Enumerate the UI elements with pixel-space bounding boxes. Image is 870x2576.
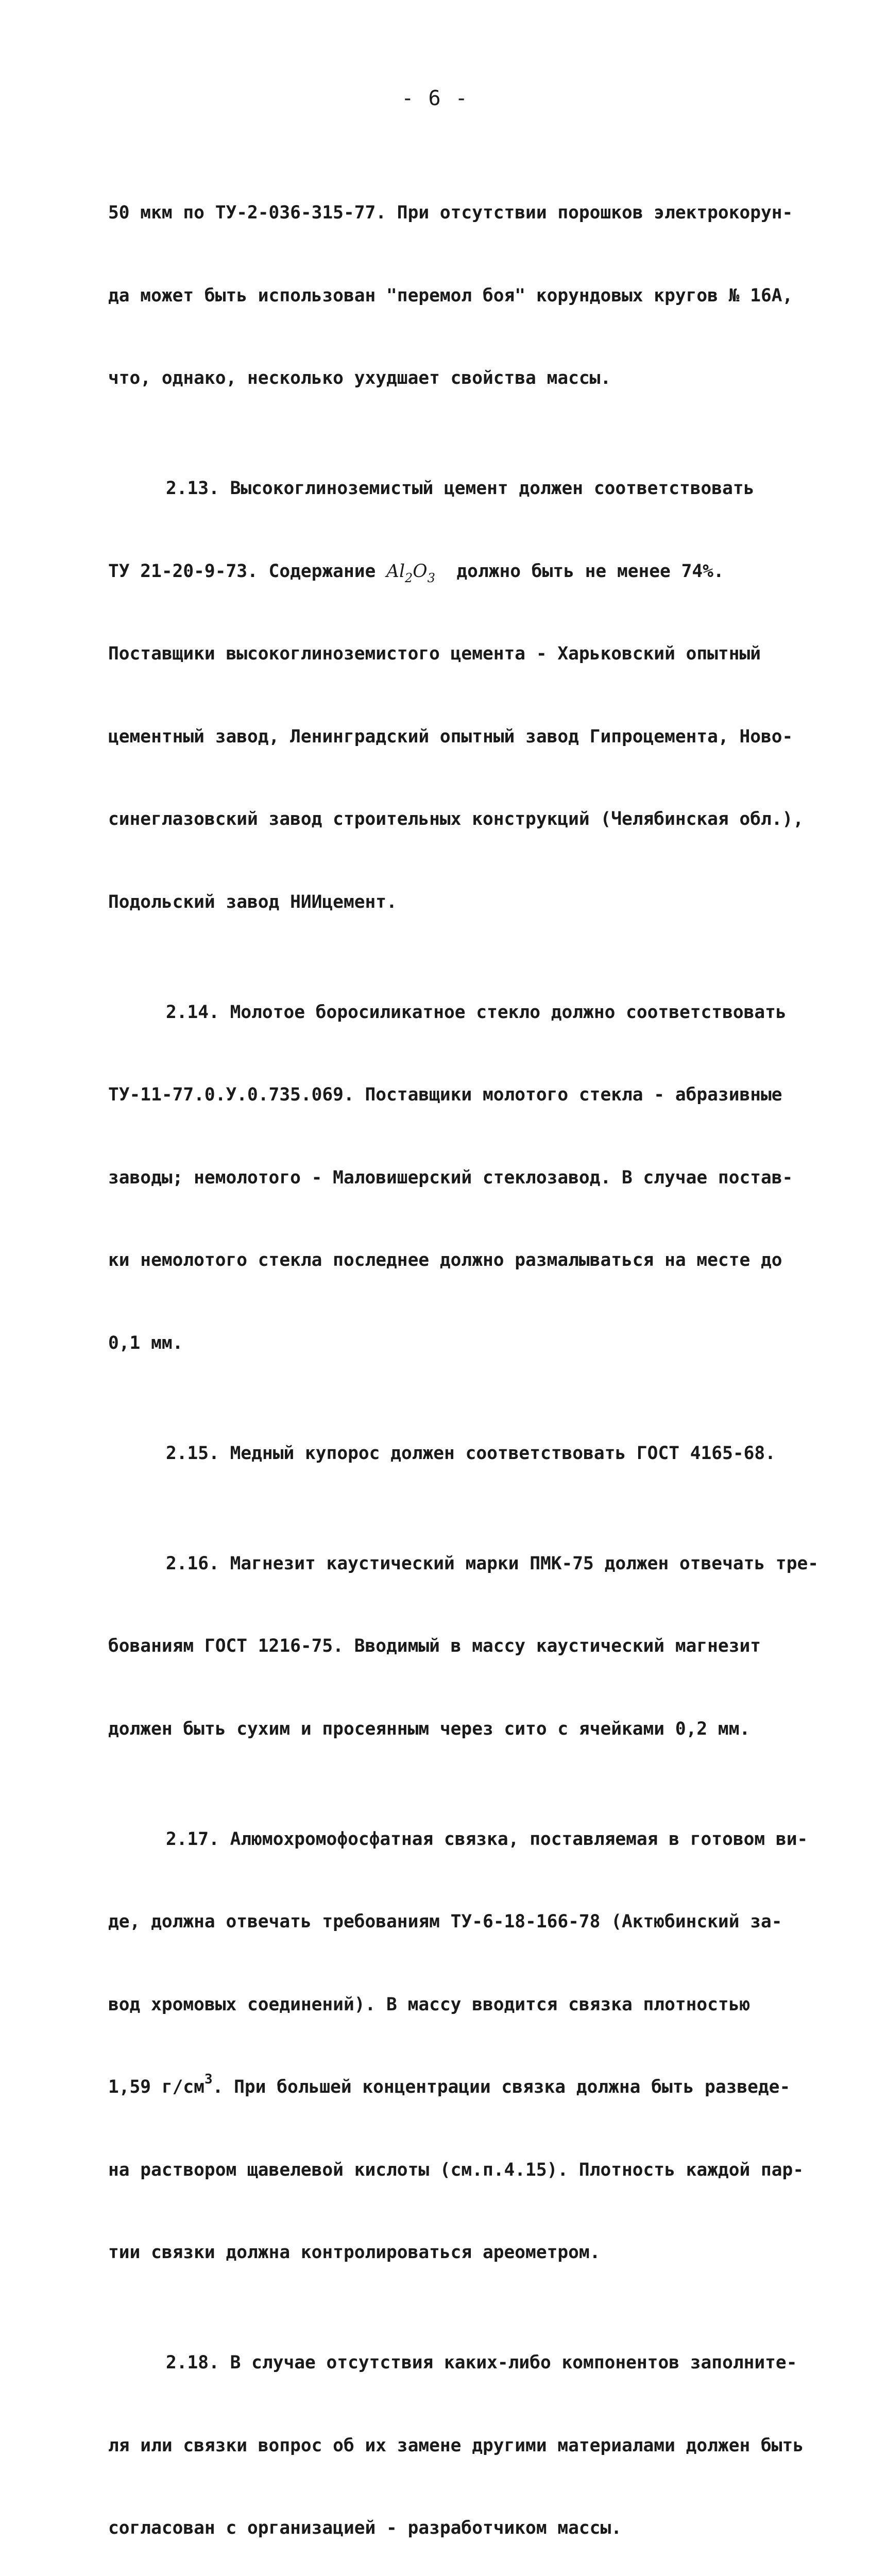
text-fragment: 1,59 г/см	[108, 2077, 204, 2097]
text-line	[108, 558, 840, 586]
text-line: ля или связки вопрос об их замене другими материалами должен быть	[108, 2435, 804, 2456]
clause-2-13: 2.13. Высокоглиноземистый цемент должен соответствовать	[166, 478, 755, 499]
text-line: заводы; немолотого - Маловишерский стеклозавод. В случае постав-	[108, 1167, 793, 1188]
text-line: вод хромовых соединений). В массу вводится связка плотностью	[108, 1994, 750, 2015]
text-fragment: . При большей концентрации связка должна быть разведе-	[212, 2077, 791, 2097]
text-line: ки немолотого стекла последнее должно размалываться на месте до	[108, 1250, 782, 1270]
text-line: цементный завод, Ленинградский опытный завод Гипроцемента, Ново-	[108, 726, 793, 747]
text-line: Подольский завод НИИцемент.	[108, 891, 397, 912]
formula-symbol: O	[413, 561, 428, 582]
text-fragment: должно быть не менее 74%.	[435, 561, 724, 582]
clause-2-17: 2.17. Алюмохромофосфатная связка, поставляемая в готовом ви-	[166, 1828, 808, 1850]
text-line: синеглазовский завод строительных конструкций (Челябинская обл.),	[108, 809, 804, 829]
text-line: 0,1 мм.	[108, 1332, 183, 1353]
superscript: 3	[204, 2072, 213, 2087]
text-line: на раствором щавелевой кислоты (см.п.4.15). Плотность каждой пар-	[108, 2159, 804, 2180]
page-number: - 6 -	[401, 87, 469, 110]
text-line: 50 мкм по ТУ-2-036-315-77. При отсутствии порошков электрокорун-	[108, 202, 793, 223]
text-line: бованиям ГОСТ 1216-75. Вводимый в массу каустический магнезит	[108, 1636, 761, 1656]
clause-2-15: 2.15. Медный купорос должен соответствовать ГОСТ 4165-68.	[166, 1443, 776, 1464]
text-line: должен быть сухим и просеянным через сито с ячейками 0,2 мм.	[108, 1718, 750, 1739]
text-line: тии связки должна контролироваться ареометром.	[108, 2242, 601, 2263]
text-line: де, должна отвечать требованиям ТУ-6-18-166-78 (Актюбинский за-	[108, 1911, 782, 1932]
body-text	[108, 144, 840, 2576]
text-line: ТУ-11-77.0.У.0.735.069. Поставщики молотого стекла - абразивные	[108, 1084, 782, 1105]
clause-2-18: 2.18. В случае отсутствия каких-либо компонентов заполните-	[166, 2352, 797, 2373]
formula-subscript: 3	[427, 570, 435, 585]
clause-2-16: 2.16. Магнезит каустический марки ПМК-75 должен отвечать тре-	[166, 1553, 819, 1574]
text-line: согласован с организацией - разработчиком массы.	[108, 2518, 622, 2538]
chemical-formula	[386, 561, 435, 585]
formula-symbol: Al	[386, 561, 405, 582]
clause-2-14: 2.14. Молотое боросиликатное стекло должно соответствовать	[166, 1002, 787, 1023]
text-line: что, однако, несколько ухудшает свойства массы.	[108, 368, 611, 388]
text-line	[108, 2074, 840, 2102]
text-line: Поставщики высокоглиноземистого цемента - Харьковский опытный	[108, 643, 761, 664]
formula-subscript: 2	[405, 570, 413, 585]
text-line: да может быть использован "перемол боя" корундовых кругов № 16А,	[108, 285, 793, 306]
text-fragment: ТУ 21-20-9-73. Содержание	[108, 561, 387, 582]
